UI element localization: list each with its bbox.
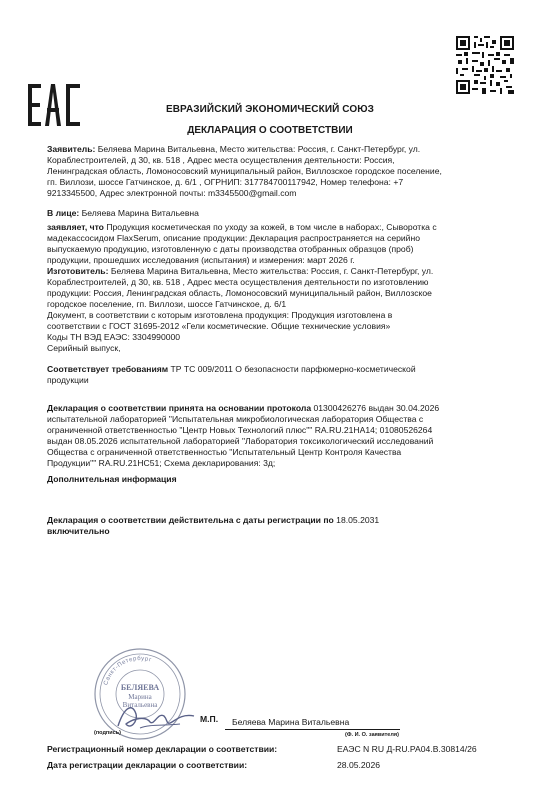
basis-line: ограниченной ответственностью "Центр Новых Технологий плюс"" RA.RU.21НА14; 01080526264 (47, 425, 433, 435)
in-person-label: В лице: (47, 208, 80, 218)
applicant-label: Заявитель: (47, 144, 96, 154)
handwritten-signature-icon (110, 696, 200, 736)
validity-section (47, 515, 517, 537)
manufacturer-line: Кораблестроителей, д 30, кв. 518 , Адрес места осуществления деятельности по изготовлению (47, 277, 429, 287)
signer-name: Беляева Марина Витальевна (232, 717, 350, 727)
manufacturer-line: Беляева Марина Витальевна, Место жительства: Россия, г. Санкт-Петербург, ул. (108, 266, 434, 276)
basis-label: Декларация о соответствии принята на основании протокола (47, 403, 312, 413)
basis-line: испытательной лабораторией "Испытательная микробиологическая лаборатория Общества с (47, 414, 424, 424)
document-line: соответствии с ГОСТ 31695-2012 «Гели косметические. Общие технические условия» (47, 321, 391, 331)
name-underline (225, 729, 400, 730)
in-person-row (47, 208, 517, 219)
applicant-line: Беляева Марина Витальевна, Место жительства: Россия, г. Санкт-Петербург, ул. (95, 144, 421, 154)
complies-section (47, 364, 517, 386)
signature-caption: (подпись) (94, 730, 121, 736)
declares-line: выпускаемую продукцию, изготовленную с даты производства отобранных образцов (проб) (47, 244, 414, 254)
manufacturer-line: продукции: Россия, Ленинградская область, Ломоносовский муниципальный район, Виллозское (47, 288, 432, 298)
document-line: Коды ТН ВЭД ЕАЭС: 3304990000 (47, 332, 181, 342)
document-line: Серийный выпуск, (47, 343, 121, 353)
registration-number-label: Регистрационный номер декларации о соответствии: (47, 744, 278, 754)
basis-line: Продукции"" RA.RU.21НС51; Схема декларирования: 3д; (47, 458, 276, 468)
basis-line: выдан 08.05.2026 испытательной лабораторией "Лаборатория токсикологический исследований (47, 436, 434, 446)
declares-line: продукции, прошедших исследования (испытания) и измерения: март 2026 г. (47, 255, 355, 265)
fio-caption: (Ф. И. О. заявителя) (345, 732, 399, 738)
applicant-section (47, 144, 517, 199)
registration-date-label: Дата регистрации декларации о соответствии: (47, 760, 248, 770)
union-heading: ЕВРАЗИЙСКИЙ ЭКОНОМИЧЕСКИЙ СОЮЗ (165, 104, 375, 115)
seal-surname: БЕЛЯЕВА (120, 683, 160, 692)
validity-tail: включительно (47, 526, 110, 536)
seal-first-name: Марина (128, 693, 152, 701)
applicant-line: 9213345500, Адрес электронной почты: m3345500@gmail.com (47, 188, 297, 198)
manufacturer-section (47, 266, 517, 310)
basis-line: 01300426276 выдан 30.04.2026 (311, 403, 440, 413)
declares-section (47, 222, 517, 266)
mp-label: М.П. (200, 714, 219, 724)
in-person-value: Беляева Марина Витальевна (79, 208, 199, 218)
seal-city: Санкт-Петербург (103, 655, 153, 687)
declares-line: Продукция косметическая по уходу за кожей, в том числе в наборах:, Сыворотка с (103, 222, 437, 232)
seal-patronymic: Витальевна (122, 701, 158, 709)
complies-label: Соответствует требованиям (47, 364, 169, 374)
manufacturer-line: городское поселение, гп. Виллози, шоссе Гатчинское, д. 6/1 (47, 299, 287, 309)
applicant-line: Ленинградская область, Ломоносовский муниципальный район, Виллозское городское поселение, (47, 166, 442, 176)
qr-code-icon (456, 36, 514, 94)
additional-info-row (47, 474, 517, 485)
validity-label: Декларация о соответствии действительна с даты регистрации по (47, 515, 334, 525)
registration-number: ЕАЭС N RU Д-RU.PA04.B.30814/26 (337, 744, 477, 754)
declares-label: заявляет, что (47, 222, 104, 232)
additional-info-label: Дополнительная информация (47, 474, 177, 484)
validity-date: 18.05.2031 (333, 515, 380, 525)
applicant-line: Кораблестроителей, д 30, кв. 518 , Адрес места осуществления деятельности: Россия, (47, 155, 395, 165)
document-title: ДЕКЛАРАЦИЯ О СООТВЕТСТВИИ (187, 125, 353, 136)
document-line: Документ, в соответствии с которым изготовлена продукция: Продукция изготовлена в (47, 310, 393, 320)
manufacturer-label: Изготовитель: (47, 266, 109, 276)
complies-line: ТР ТС 009/2011 О безопасности парфюмерно-косметической (168, 364, 416, 374)
basis-line: Общества с ограниченной ответственностью "Испытательный Центр Контроля Качества (47, 447, 402, 457)
complies-line: продукции (47, 375, 89, 385)
document-section (47, 310, 517, 354)
applicant-line: гп. Виллози, шоссе Гатчинское, д. 6/1 , ОГРНИП: 317784700117942, Номер телефона: +7 (47, 177, 404, 187)
basis-section (47, 403, 517, 469)
registration-date: 28.05.2026 (337, 760, 381, 770)
declares-line: мадекассосидом FlaxSerum, описание продукции: Декларация распространяется на серийно (47, 233, 421, 243)
